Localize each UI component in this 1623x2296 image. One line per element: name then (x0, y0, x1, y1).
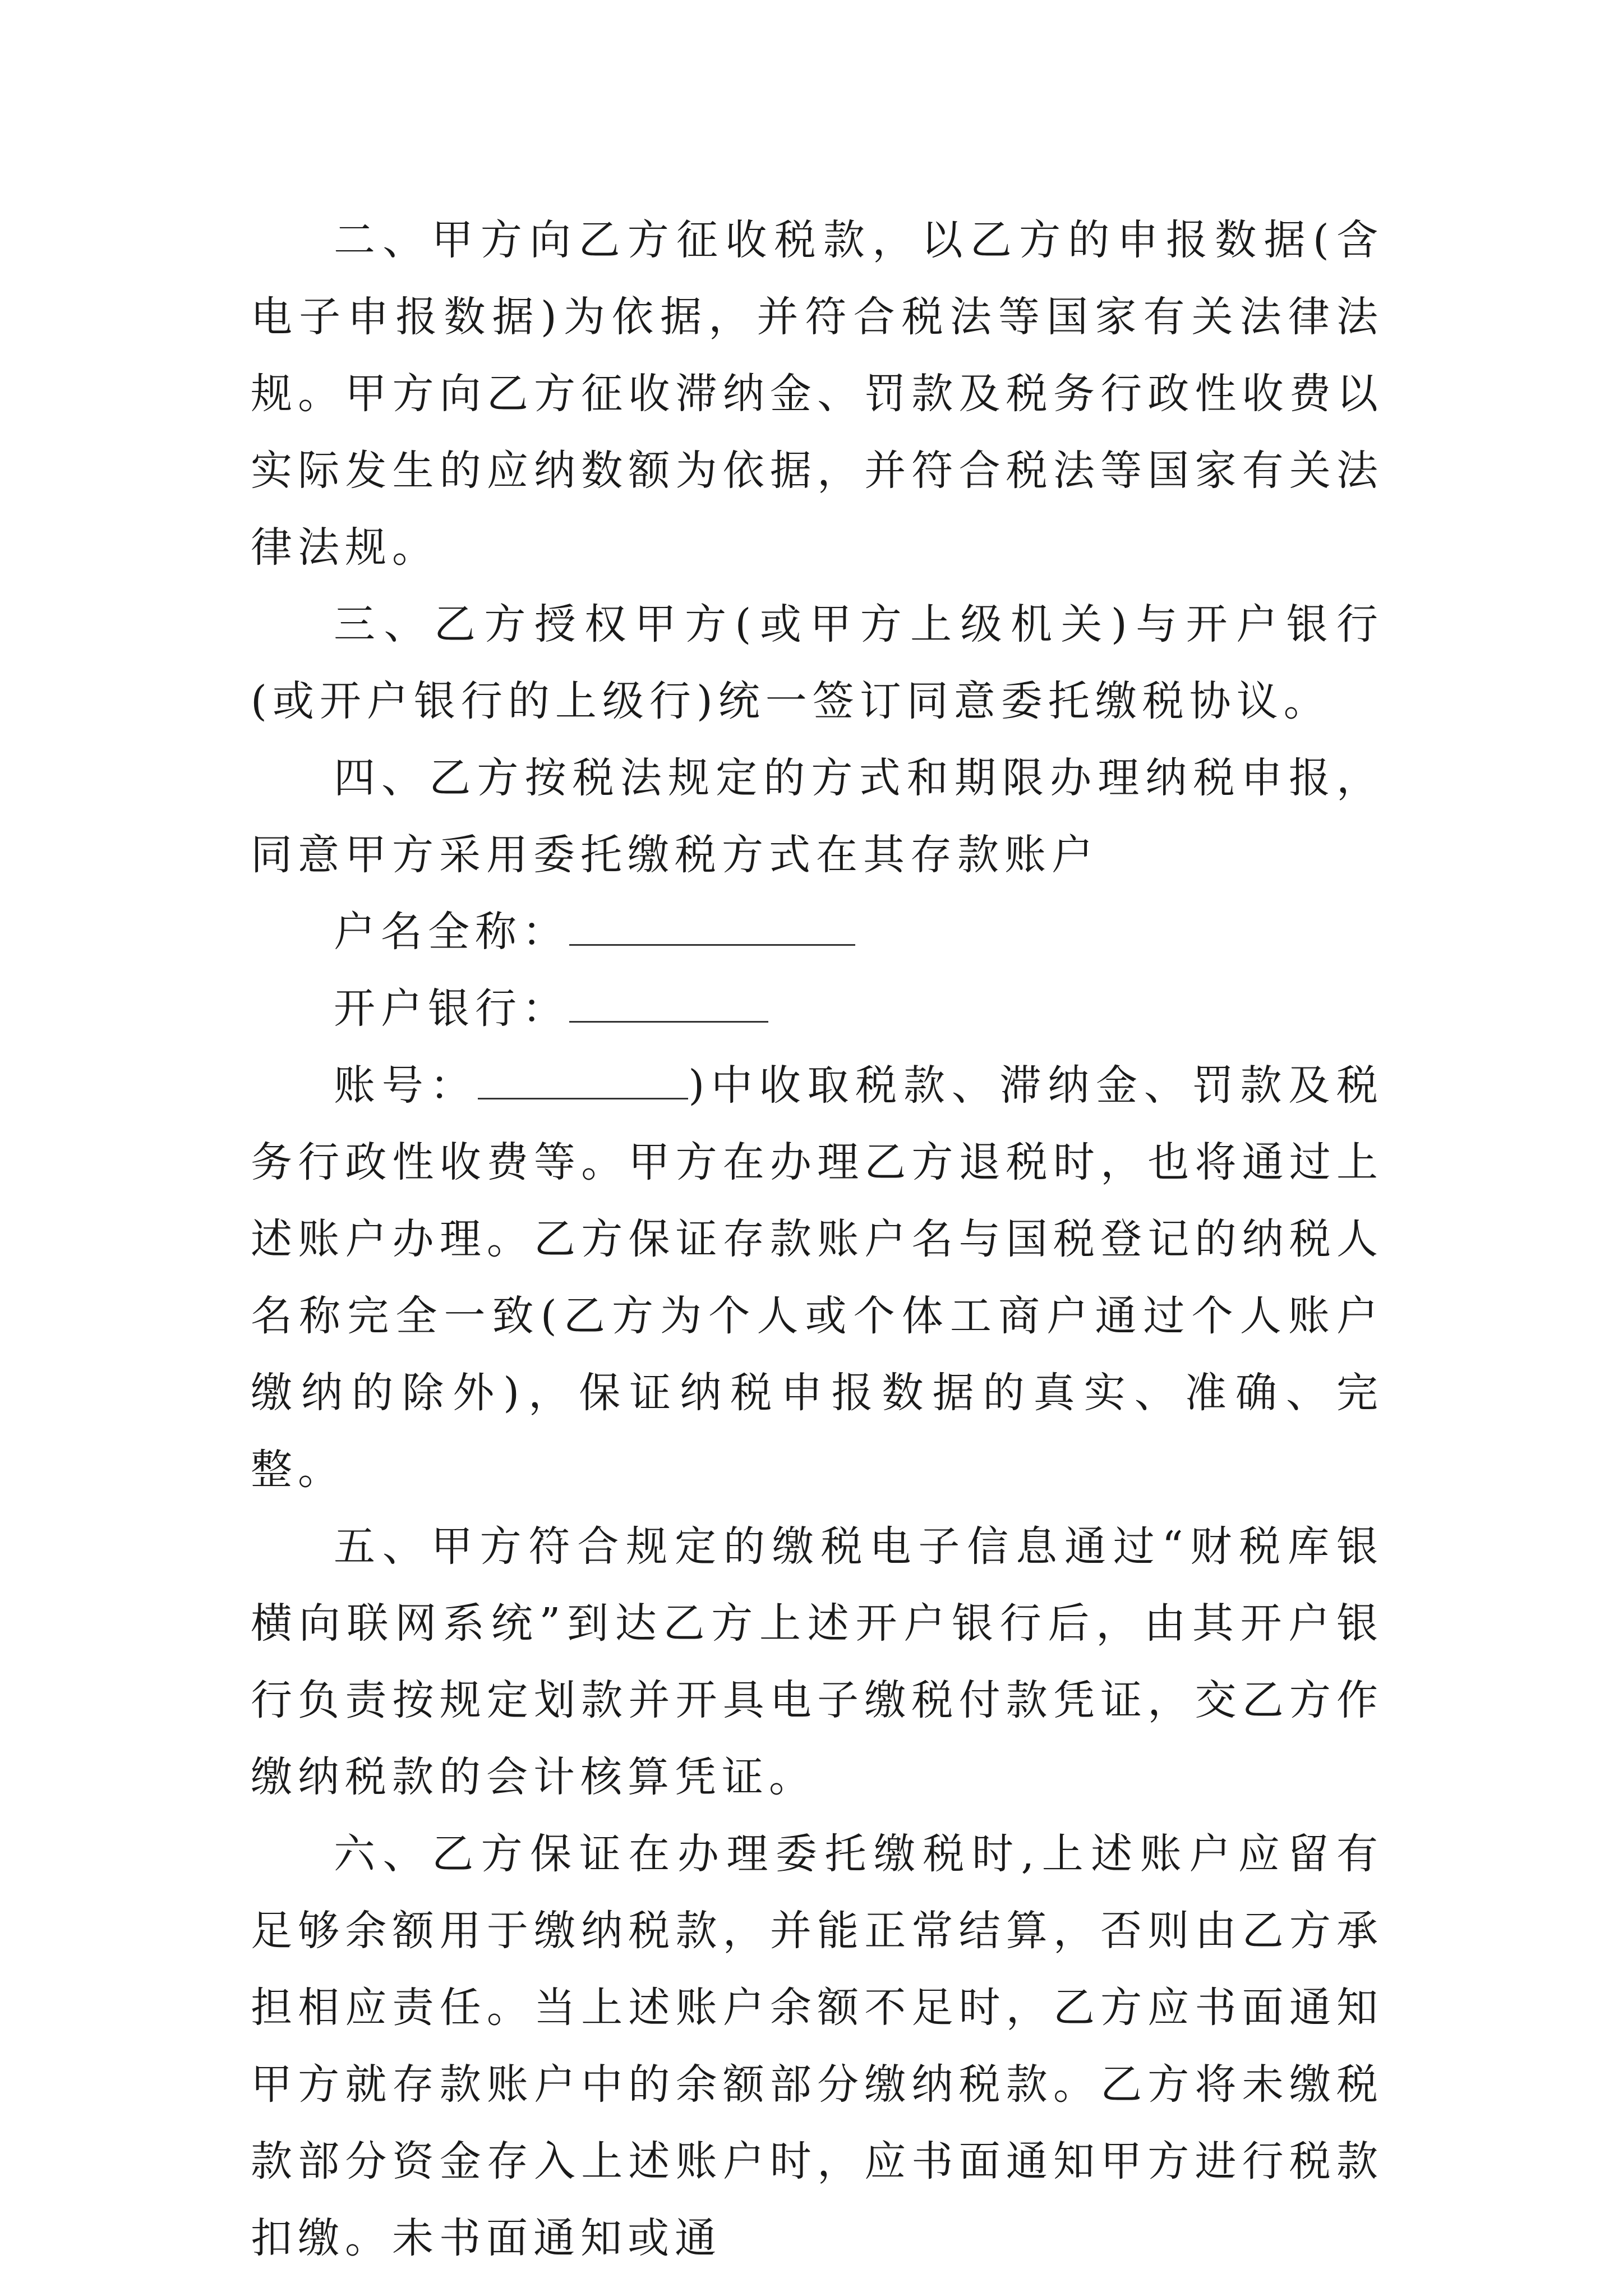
account-name-label: 户名全称： (334, 908, 569, 956)
account-number-label: 账号： (334, 1061, 478, 1110)
account-number-blank[interactable] (478, 1064, 688, 1099)
paragraph-4: 四、乙方按税法规定的方式和期限办理纳税申报，同意甲方采用委托缴税方式在其存款账户 (251, 754, 1384, 879)
account-name-blank[interactable] (569, 910, 855, 946)
account-number-paragraph (251, 1047, 1384, 1508)
paragraph-3: 三、乙方授权甲方(或甲方上级机关)与开户银行(或开户银行的上级行)统一签订同意委托缴税协议。 (251, 600, 1384, 725)
paragraph-5: 五、甲方符合规定的缴税电子信息通过“财税库银横向联网系统”到达乙方上述开户银行后，由其开户银行负责按规定划款并开具电子缴税付款凭证，交乙方作缴纳税款的会计核算凭证。 (251, 1522, 1384, 1801)
paragraph-6: 六、乙方保证在办理委托缴税时,上述账户应留有足够余额用于缴纳税款，并能正常结算，否则由乙方承担相应责任。当上述账户余额不足时，乙方应书面通知甲方就存款账户中的余额部分缴纳税款。乙方将未缴税款部分资金存入上述账户时，应书面通知甲方进行税款扣缴。未书面通知或通 (251, 1830, 1384, 2262)
document-body (251, 202, 1384, 2277)
account-name-line (251, 894, 1384, 970)
account-number-paragraph-text: )中收取税款、滞纳金、罚款及税务行政性收费等。甲方在办理乙方退税时，也将通过上述账户办理。乙方保证存款账户名与国税登记的纳税人名称完全一致(乙方为个人或个体工商户通过个人账户缴纳的除外)，保证纳税申报数据的真实、准确、完整。 (251, 1061, 1384, 1494)
bank-line (251, 970, 1384, 1047)
bank-blank[interactable] (569, 987, 768, 1023)
bank-label: 开户银行： (334, 984, 569, 1033)
paragraph-2: 二、甲方向乙方征收税款，以乙方的申报数据(含电子申报数据)为依据，并符合税法等国家有关法律法规。甲方向乙方征收滞纳金、罚款及税务行政性收费以实际发生的应纳数额为依据，并符合税法等国家有关法律法规。 (251, 216, 1384, 572)
